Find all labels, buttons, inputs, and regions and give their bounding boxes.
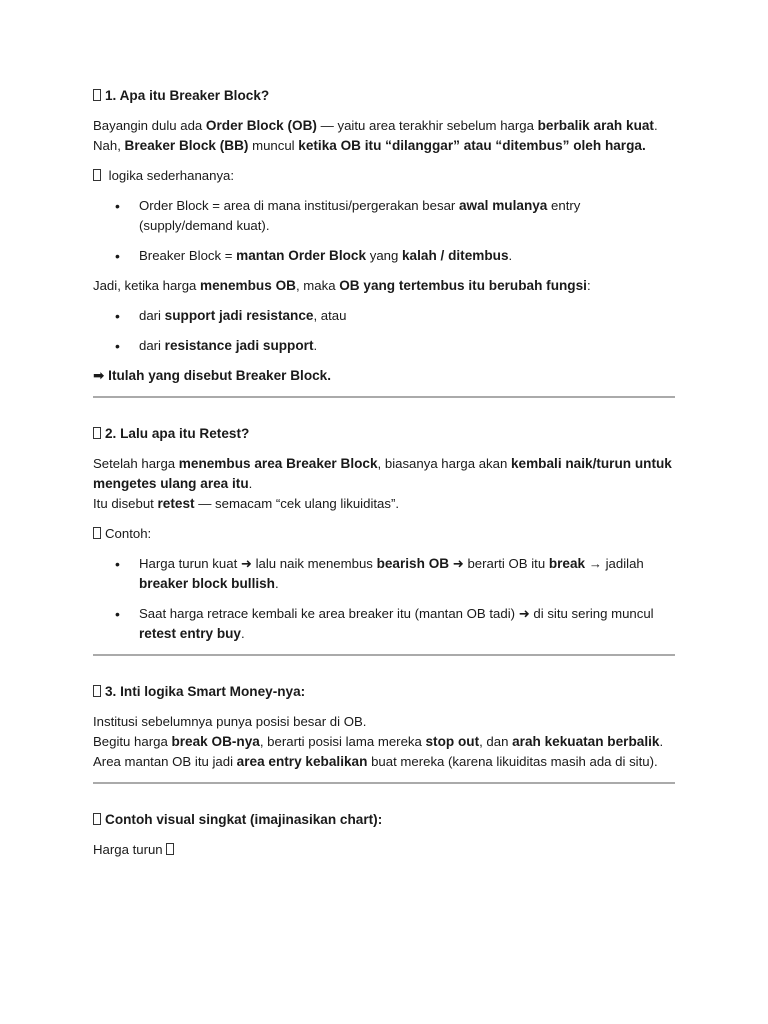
text-run: . xyxy=(508,248,513,263)
text-run: Bayangin dulu ada xyxy=(93,118,206,133)
emoji-placeholder-icon xyxy=(93,427,101,439)
section-3-heading: 3. Inti logika Smart Money-nya: xyxy=(93,682,675,702)
bold-text: OB yang tertembus itu berubah fungsi xyxy=(339,278,587,293)
bold-text: mantan Order Block xyxy=(236,248,367,263)
bold-text: resistance jadi support xyxy=(164,338,314,353)
emoji-placeholder-icon xyxy=(166,843,174,855)
text-run: dari xyxy=(139,308,165,323)
text-run: , maka xyxy=(295,278,340,293)
text-run: yang xyxy=(366,248,402,263)
section-1-conclusion xyxy=(93,366,675,386)
section-divider xyxy=(93,782,675,784)
text-run: Jadi, ketika harga xyxy=(93,278,201,293)
emoji-placeholder-icon xyxy=(93,685,101,697)
section-3-paragraph xyxy=(93,712,675,772)
text-run: . xyxy=(274,576,279,591)
section-1-definition-list xyxy=(93,196,675,266)
bold-text: breaker block bullish xyxy=(139,576,275,591)
emoji-placeholder-icon xyxy=(93,169,101,181)
text-run: → jadilah xyxy=(585,556,644,571)
bold-text: area entry kebalikan xyxy=(236,754,368,769)
text-run: buat mereka (karena likuiditas masih ada di situ). xyxy=(367,754,658,769)
text-run: . xyxy=(248,476,253,491)
text-run: Begitu harga xyxy=(93,734,172,749)
bold-text: menembus OB xyxy=(200,278,296,293)
text-run: logika sederhananya: xyxy=(105,168,235,183)
section-1-paragraph-function xyxy=(93,276,675,296)
section-1-logic-label xyxy=(93,166,675,186)
text-run: Institusi sebelumnya punya posisi besar di OB. xyxy=(93,714,367,729)
section-2-paragraph-intro xyxy=(93,454,675,514)
text-run: ➜ berarti OB itu xyxy=(449,556,549,571)
text-run: : xyxy=(586,278,591,293)
section-1-heading: 1. Apa itu Breaker Block? xyxy=(93,86,675,106)
list-item xyxy=(93,554,675,594)
bold-text: ketika OB itu “dilanggar” atau “ditembus” oleh harga. xyxy=(298,138,646,153)
text-run: , dan xyxy=(479,734,513,749)
section-4-paragraph xyxy=(93,840,675,860)
bold-text: stop out xyxy=(425,734,480,749)
text-run: , berarti posisi lama mereka xyxy=(259,734,426,749)
text-run: , biasanya harga akan xyxy=(377,456,511,471)
list-item xyxy=(93,306,675,326)
text-run: . xyxy=(313,338,318,353)
text-run: Order Block = area di mana institusi/pergerakan besar xyxy=(139,198,459,213)
section-4-heading: Contoh visual singkat (imajinasikan chart): xyxy=(93,810,675,830)
text-run: dari xyxy=(139,338,165,353)
bold-text: kembali naik/turun untuk mengetes ulang area itu xyxy=(93,456,672,491)
bold-text: arah kekuatan berbalik xyxy=(512,734,660,749)
text-run: . xyxy=(653,118,658,133)
text-run: Contoh: xyxy=(105,526,152,541)
section-2-heading: 2. Lalu apa itu Retest? xyxy=(93,424,675,444)
bold-text: break OB-nya xyxy=(171,734,260,749)
text-run: Nah, xyxy=(93,138,125,153)
text-run: Saat harga retrace kembali ke area breaker itu (mantan OB tadi) ➜ di situ sering muncul xyxy=(139,606,654,621)
bold-text: retest xyxy=(157,496,195,511)
bold-text: kalah / ditembus xyxy=(402,248,509,263)
section-1-function-list xyxy=(93,306,675,356)
list-item xyxy=(93,604,675,644)
document-page xyxy=(93,86,675,870)
text-run: muncul xyxy=(248,138,299,153)
bold-text: Order Block (OB) xyxy=(205,118,317,133)
section-divider xyxy=(93,654,675,656)
text-run: Harga turun kuat ➜ lalu naik menembus xyxy=(139,556,377,571)
list-item xyxy=(93,336,675,356)
text-run: Breaker Block = xyxy=(139,248,237,263)
section-2-example-label xyxy=(93,524,675,544)
text-run: Area mantan OB itu jadi xyxy=(93,754,237,769)
bold-text: retest entry buy xyxy=(139,626,241,641)
emoji-placeholder-icon xyxy=(93,813,101,825)
emoji-placeholder-icon xyxy=(93,89,101,101)
section-1-paragraph-intro xyxy=(93,116,675,156)
text-run: . xyxy=(659,734,664,749)
bold-text: menembus area Breaker Block xyxy=(178,456,378,471)
text-run: entry (supply/demand kuat). xyxy=(139,198,581,233)
bold-text: berbalik arah kuat xyxy=(537,118,654,133)
bold-text: awal mulanya xyxy=(458,198,548,213)
bold-text: bearish OB xyxy=(376,556,450,571)
text-run: Harga turun xyxy=(93,842,167,857)
bold-text: break xyxy=(548,556,586,571)
section-2-example-list xyxy=(93,554,675,644)
list-item xyxy=(93,246,675,266)
section-divider xyxy=(93,396,675,398)
bold-text: ➡ Itulah yang disebut Breaker Block. xyxy=(93,368,332,383)
text-run: — yaitu area terakhir sebelum harga xyxy=(316,118,538,133)
text-run: Itu disebut xyxy=(93,496,158,511)
text-run: Setelah harga xyxy=(93,456,179,471)
emoji-placeholder-icon xyxy=(93,527,101,539)
bold-text: Breaker Block (BB) xyxy=(124,138,249,153)
text-run: — semacam “cek ulang likuiditas”. xyxy=(194,496,400,511)
list-item xyxy=(93,196,675,236)
text-run: . xyxy=(241,626,245,641)
bold-text: support jadi resistance xyxy=(164,308,314,323)
text-run: , atau xyxy=(313,308,347,323)
